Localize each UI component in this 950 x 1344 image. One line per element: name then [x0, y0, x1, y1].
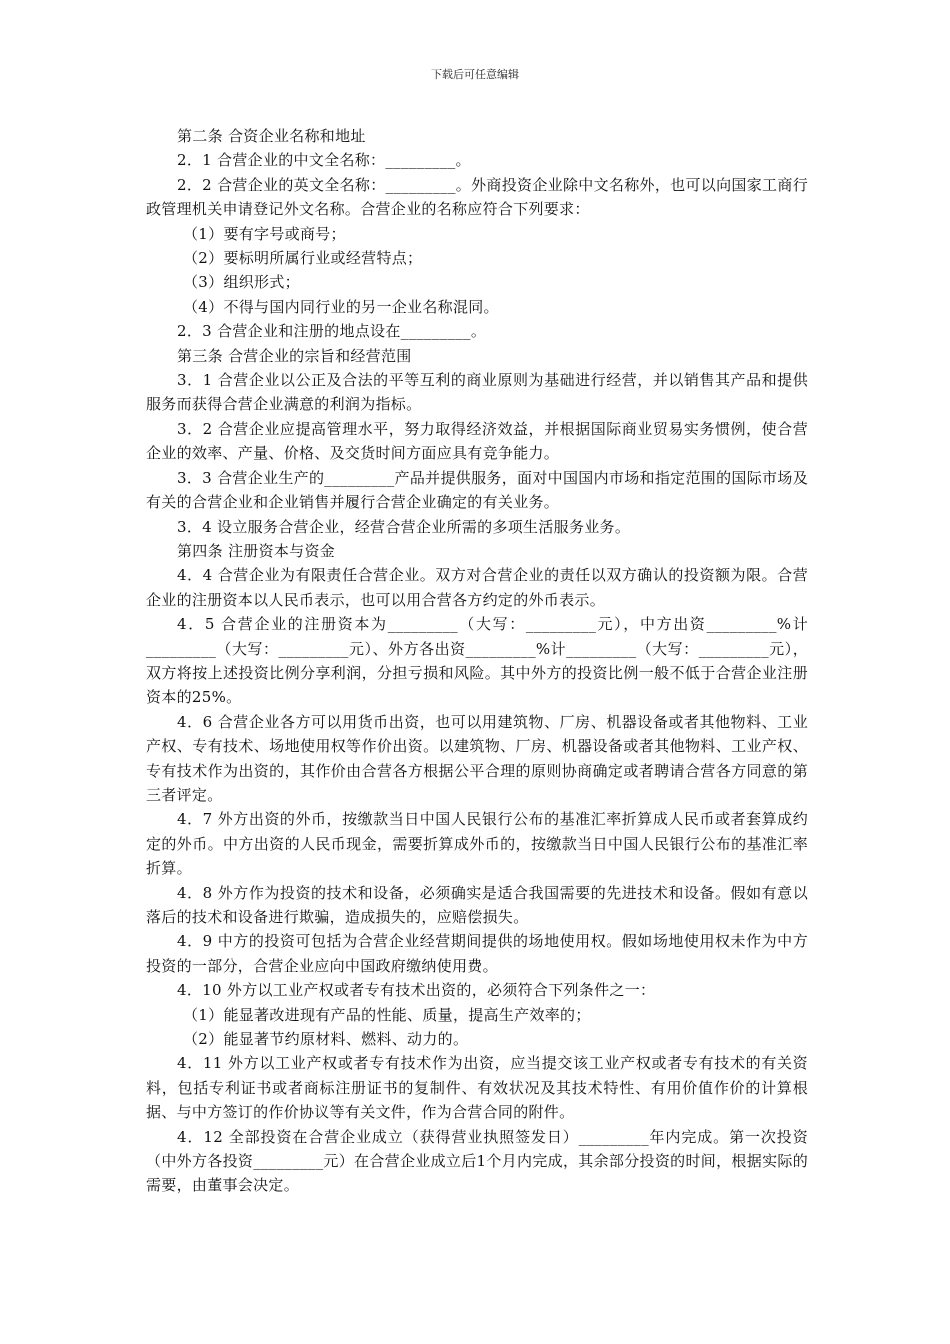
- clause-4-5: 4．5 合营企业的注册资本为_________（大写：_________元），中方出资_________%计_________（大写：_________元）、外方各出资_________%计_________（大写：_________元），双方将按上述投资比例分享利润，分担亏损和风险。其中外方的投资比例一般不低于合营企业注册资本的25%。: [146, 615, 808, 707]
- list-item: （2）要标明所属行业或经营特点；: [183, 249, 423, 268]
- list-item: （2）能显著节约原材料、燃料、动力的。: [183, 1030, 469, 1049]
- document-body: [146, 124, 808, 1198]
- clause-2-1: 2．1 合营企业的中文全名称：_________。: [177, 151, 471, 170]
- section-heading-article-2: 第二条 合资企业名称和地址: [177, 127, 366, 145]
- clause-3-4: 3．4 设立服务合营企业，经营合营企业所需的多项生活服务业务。: [177, 517, 631, 536]
- clause-4-9: 4．9 中方的投资可包括为合营企业经营期间提供的场地使用权。假如场地使用权未作为中方投资的一部分，合营企业应向中国政府缴纳使用费。: [146, 932, 808, 975]
- clause-2-3: 2．3 合营企业和注册的地点设在_________。: [177, 322, 487, 341]
- clause-4-4: 4．4 合营企业为有限责任合营企业。双方对合营企业的责任以双方确认的投资额为限。合营企业的注册资本以人民币表示，也可以用合营各方约定的外币表示。: [146, 566, 808, 609]
- section-heading-article-3: 第三条 合营企业的宗旨和经营范围: [177, 346, 412, 365]
- clause-4-10: 4．10 外方以工业产权或者专有技术出资的，必须符合下列条件之一：: [177, 981, 656, 1000]
- list-item: （3）组织形式；: [183, 273, 300, 292]
- section-heading-article-4: 第四条 注册资本与资金: [177, 541, 336, 560]
- list-item: （1）要有字号或商号；: [183, 224, 346, 243]
- clause-4-11: 4．11 外方以工业产权或者专有技术作为出资，应当提交该工业产权或者专有技术的有关资料，包括专利证书或者商标注册证书的复制件、有效状况及其技术特性、有用价值作价的计算根据、与中方签订的作价协议等有关文件，作为合营合同的附件。: [146, 1054, 808, 1122]
- clause-4-6: 4．6 合营企业各方可以用货币出资，也可以用建筑物、厂房、机器设备或者其他物料、工业产权、专有技术、场地使用权等作价出资。以建筑物、厂房、机器设备或者其他物料、工业产权、专有技术作为出资的，其作价由合营各方根据公平合理的原则协商确定或者聘请合营各方同意的第三者评定。: [146, 712, 808, 804]
- page-header: 下载后可任意编辑: [431, 68, 519, 81]
- clause-4-12: 4．12 全部投资在合营企业成立（获得营业执照签发日）_________年内完成。第一次投资（中外方各投资_________元）在合营企业成立后1个月内完成，其余部分投资的时间，根据实际的需要，由董事会决定。: [146, 1127, 808, 1195]
- clause-4-7: 4．7 外方出资的外币，按缴款当日中国人民银行公布的基准汇率折算成人民币或者套算成约定的外币。中方出资的人民币现金，需要折算成外币的，按缴款当日中国人民银行公布的基准汇率折算。: [146, 810, 808, 878]
- list-item: （1）能显著改进现有产品的性能、质量，提高生产效率的；: [183, 1005, 591, 1024]
- clause-3-3: 3．3 合营企业生产的_________产品并提供服务，面对中国国内市场和指定范围的国际市场及有关的合营企业和企业销售并履行合营企业确定的有关业务。: [146, 468, 808, 512]
- clause-3-2: 3．2 合营企业应提高管理水平，努力取得经济效益，并根据国际商业贸易实务惯例，使合营企业的效率、产量、价格、及交货时间方面应具有竞争能力。: [146, 419, 808, 463]
- clause-4-8: 4．8 外方作为投资的技术和设备，必须确实是适合我国需要的先进技术和设备。假如有意以落后的技术和设备进行欺骗，造成损失的，应赔偿损失。: [146, 883, 808, 926]
- clause-3-1: 3．1 合营企业以公正及合法的平等互利的商业原则为基础进行经营，并以销售其产品和提供服务而获得合营企业满意的利润为指标。: [146, 371, 808, 414]
- clause-2-2: 2．2 合营企业的英文全名称：_________。外商投资企业除中文名称外，也可以向国家工商行政管理机关申请登记外文名称。合营企业的名称应符合下列要求：: [146, 175, 808, 219]
- list-item: （4）不得与国内同行业的另一企业名称混同。: [183, 297, 499, 316]
